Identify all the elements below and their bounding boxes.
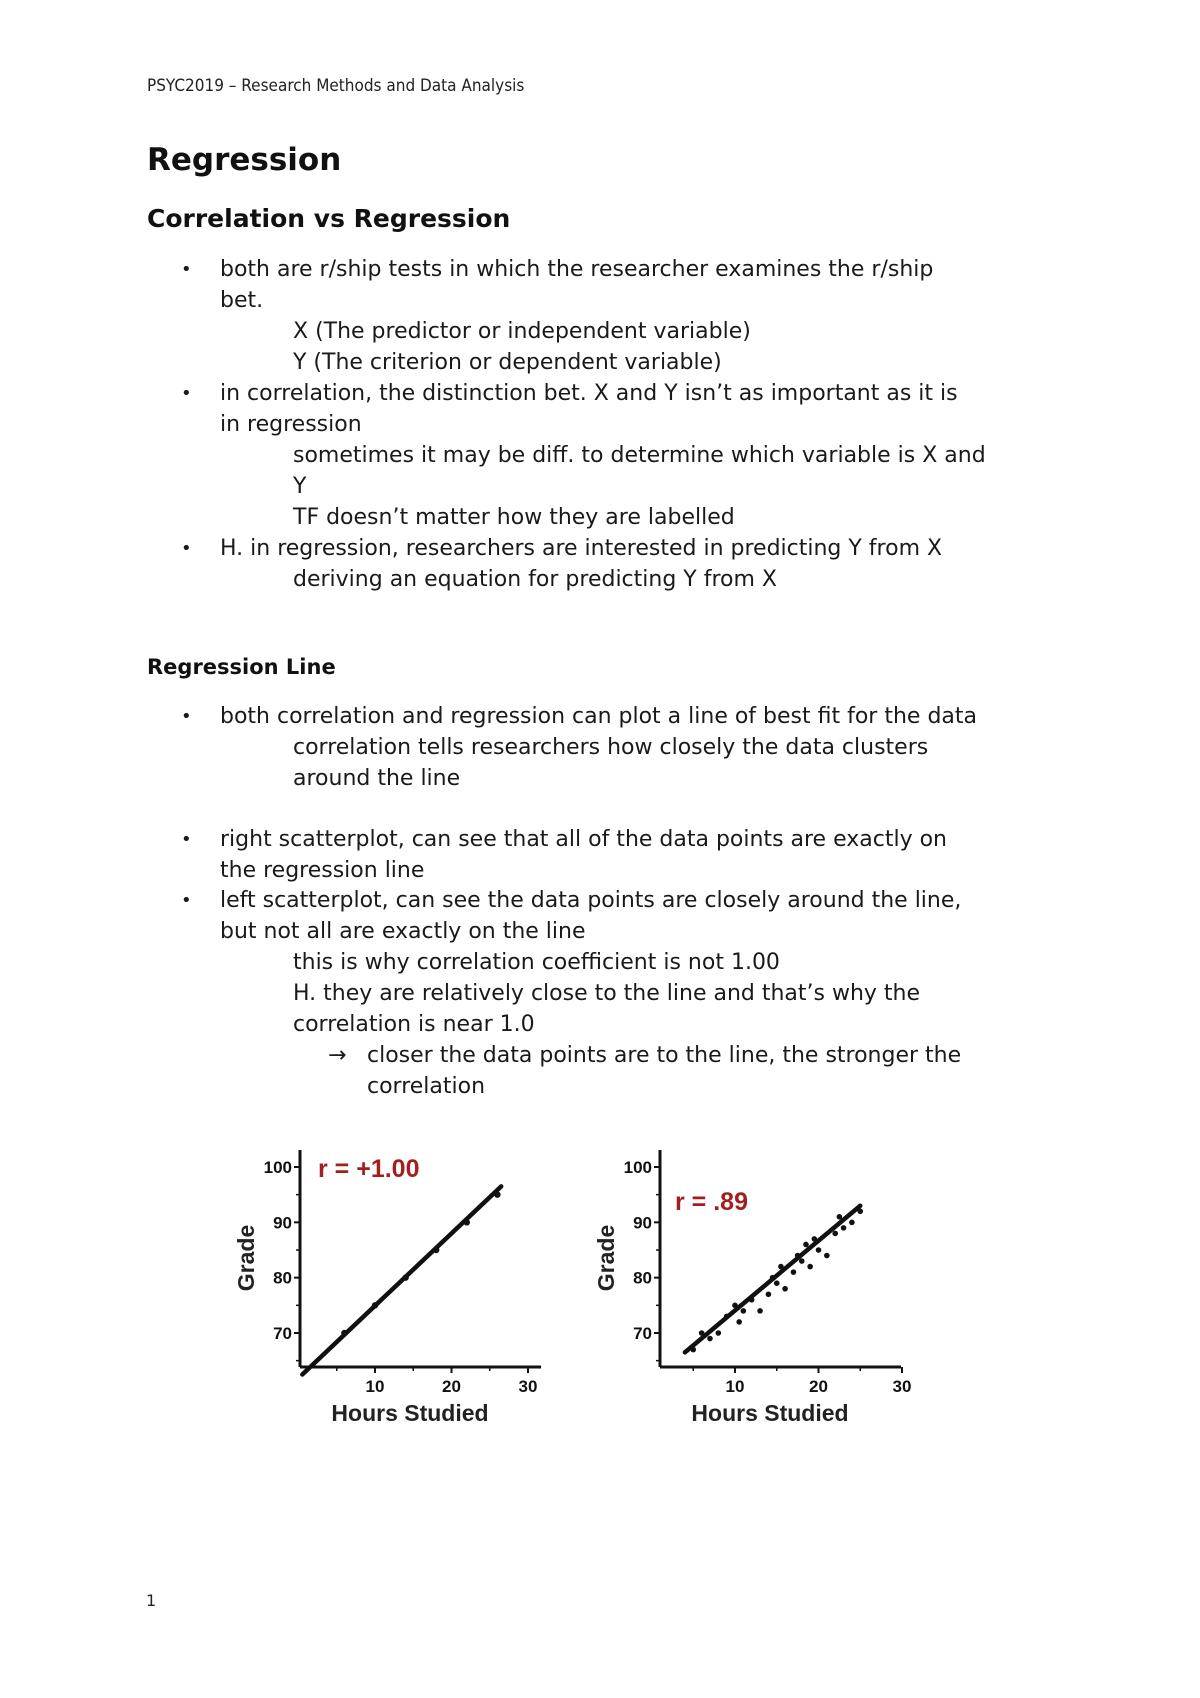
data-point — [774, 1280, 780, 1286]
text-line: sometimes it may be diff. to determine which variable is X and — [293, 443, 986, 468]
x-tick-label: 30 — [518, 1377, 538, 1396]
scatterplot-strong-correlation — [590, 1140, 930, 1430]
y-tick-label: 80 — [273, 1268, 292, 1288]
data-point — [841, 1225, 847, 1231]
bullet: • — [181, 829, 192, 850]
x-tick-label: 10 — [725, 1377, 745, 1396]
arrow-icon: → — [328, 1043, 347, 1068]
data-point — [807, 1264, 813, 1270]
data-point — [857, 1208, 863, 1214]
text-line: Y (The criterion or dependent variable) — [293, 350, 722, 375]
bullet: • — [181, 890, 192, 911]
y-tick-label: 100 — [623, 1158, 652, 1177]
y-tick-label: 80 — [633, 1268, 652, 1288]
x-tick-label: 30 — [892, 1377, 912, 1396]
y-tick-label: 70 — [273, 1324, 292, 1343]
data-point — [699, 1330, 705, 1336]
data-point — [832, 1231, 838, 1237]
data-point — [724, 1314, 730, 1320]
text-line: in correlation, the distinction bet. X and Y isn’t as important as it is — [220, 381, 958, 406]
data-point — [799, 1258, 805, 1264]
bullet: • — [181, 383, 192, 404]
bullet: • — [181, 259, 192, 280]
text-line: Y — [293, 474, 307, 499]
correlation-annotation: r = +1.00 — [318, 1155, 420, 1183]
y-tick-label: 100 — [263, 1158, 292, 1177]
data-point — [778, 1264, 784, 1270]
y-tick-label: 90 — [633, 1213, 652, 1233]
page-header: PSYC2019 – Research Methods and Data Analysis — [147, 76, 525, 96]
data-point — [707, 1336, 713, 1342]
bullet: • — [181, 538, 192, 559]
data-point — [837, 1214, 843, 1220]
regression-line — [302, 1186, 501, 1374]
text-line: this is why correlation coefficient is not 1.00 — [293, 950, 780, 975]
data-point — [782, 1286, 788, 1292]
page-number: 1 — [146, 1591, 157, 1610]
data-point — [716, 1330, 722, 1336]
data-point — [741, 1308, 747, 1314]
text-line: TF doesn’t matter how they are labelled — [293, 505, 735, 530]
data-point — [770, 1275, 776, 1281]
correlation-annotation: r = .89 — [675, 1188, 748, 1216]
text-line: H. they are relatively close to the line and that’s why the — [293, 981, 921, 1006]
data-point — [372, 1302, 378, 1308]
data-point — [824, 1253, 830, 1259]
data-point — [791, 1269, 797, 1275]
page-title: Regression — [147, 142, 342, 178]
text-line: right scatterplot, can see that all of the data points are exactly on — [220, 827, 947, 852]
data-point — [816, 1247, 822, 1253]
y-tick-label: 70 — [633, 1324, 652, 1343]
text-line: around the line — [293, 766, 461, 791]
data-point — [812, 1236, 818, 1242]
scatterplots-figure — [230, 1140, 950, 1430]
text-line: correlation is near 1.0 — [293, 1012, 535, 1037]
section-heading-correlation-vs-regression: Correlation vs Regression — [147, 204, 511, 233]
text-line: but not all are exactly on the line — [220, 919, 586, 944]
text-line: bet. — [220, 288, 264, 313]
text-line: X (The predictor or independent variable) — [293, 319, 751, 344]
data-point — [766, 1291, 772, 1297]
text-line: both correlation and regression can plot a line of best fit for the data — [220, 704, 977, 729]
scatterplot-perfect-correlation — [230, 1140, 570, 1430]
data-point — [749, 1297, 755, 1303]
text-line: correlation tells researchers how closely the data clusters — [293, 735, 929, 760]
y-tick-label: 90 — [273, 1213, 292, 1233]
text-line: H. in regression, researchers are interested in predicting Y from X — [220, 536, 943, 561]
x-axis-label: Hours Studied — [331, 1400, 489, 1426]
data-point — [736, 1319, 742, 1325]
text-line: left scatterplot, can see the data points are closely around the line, — [220, 888, 962, 913]
y-axis-label: Grade — [593, 1224, 619, 1292]
bullet: • — [181, 706, 192, 727]
text-line: in regression — [220, 412, 362, 437]
data-point — [803, 1242, 809, 1248]
data-point — [757, 1308, 763, 1314]
text-line: deriving an equation for predicting Y from X — [293, 567, 777, 592]
x-tick-label: 20 — [442, 1377, 461, 1396]
text-line: both are r/ship tests in which the researcher examines the r/ship — [220, 257, 934, 282]
text-line: closer the data points are to the line, the stronger the — [367, 1043, 962, 1068]
data-point — [433, 1247, 439, 1253]
x-axis-label: Hours Studied — [691, 1400, 849, 1426]
data-point — [732, 1303, 738, 1309]
x-tick-label: 10 — [365, 1377, 385, 1396]
data-point — [402, 1274, 408, 1280]
data-point — [795, 1253, 801, 1259]
text-line: correlation — [367, 1074, 486, 1099]
data-point — [849, 1220, 855, 1226]
data-point — [464, 1219, 470, 1225]
x-tick-label: 20 — [809, 1377, 828, 1396]
y-axis-label: Grade — [233, 1224, 259, 1292]
data-point — [494, 1191, 500, 1197]
data-point — [690, 1347, 696, 1353]
data-point — [341, 1330, 347, 1336]
text-line: the regression line — [220, 858, 425, 883]
section-heading-regression-line: Regression Line — [147, 655, 336, 679]
